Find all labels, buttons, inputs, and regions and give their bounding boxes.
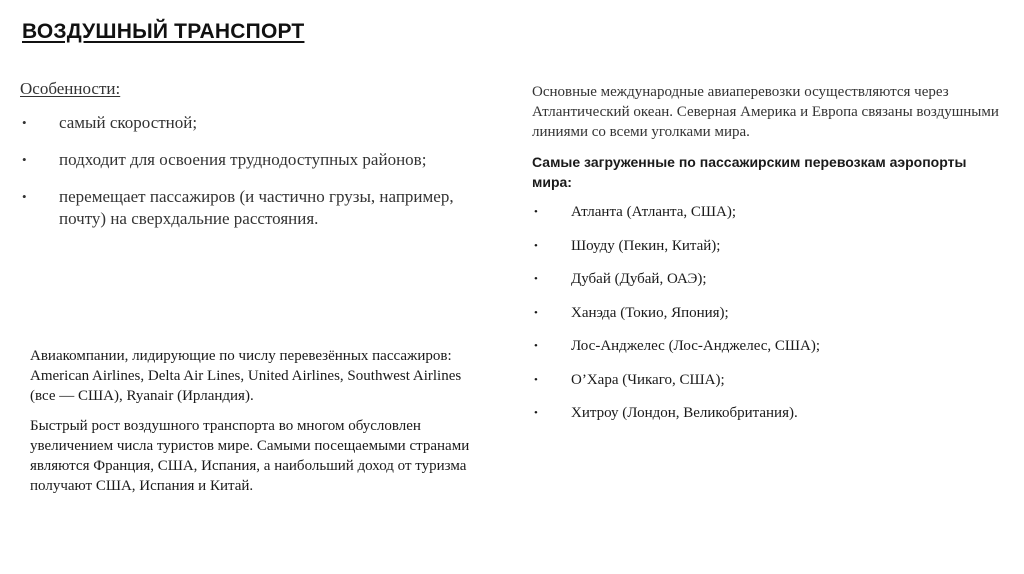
bullet-icon: •: [534, 273, 538, 285]
features-section: [20, 78, 490, 245]
bullet-icon: •: [534, 306, 538, 319]
bullet-icon: •: [534, 407, 538, 419]
bullet-icon: •: [22, 152, 27, 167]
list-item: [20, 186, 490, 230]
airport-text: Шоуду (Пекин, Китай);: [571, 237, 721, 254]
list-item: [20, 149, 490, 171]
page-title: ВОЗДУШНЫЙ ТРАНСПОРТ: [22, 20, 305, 43]
intro-paragraph: Основные международные авиаперевозки осуществляются через Атлантический океан. Северная Америка и Европа связаны воздушными линиями со всеми уголками мира.: [532, 84, 999, 140]
features-list: [20, 112, 490, 230]
airport-text: О’Хара (Чикаго, США);: [571, 371, 725, 388]
airlines-section: [30, 346, 480, 506]
list-item: [532, 269, 1002, 289]
airport-text: Ханэда (Токио, Япония);: [571, 304, 729, 321]
airport-text: Хитроу (Лондон, Великобритания).: [571, 405, 798, 421]
airport-text: Лос-Анджелес (Лос-Анджелес, США);: [571, 338, 821, 354]
bullet-icon: •: [22, 115, 27, 130]
list-item: [20, 112, 490, 134]
airport-text: Дубай (Дубай, ОАЭ);: [571, 271, 707, 287]
tourism-paragraph: Быстрый рост воздушного транспорта во многом обусловлен увеличением числа туристов мире. Самыми посещаемыми странами являются Франция, США, Испания, а наибольший доход от туризма получают США, Испания и Китай.: [30, 418, 470, 494]
feature-text: самый скоростной;: [59, 113, 198, 132]
airport-text: Атланта (Атланта, США);: [571, 204, 737, 220]
list-item: [532, 370, 1002, 390]
list-item: [532, 303, 1002, 323]
feature-text: подходит для освоения труднодоступных районов;: [59, 150, 427, 169]
airports-section: [532, 82, 1002, 437]
feature-text: перемещает пассажиров (и частично грузы, например, почту) на сверхдальние расстояния.: [59, 187, 454, 228]
list-item: [532, 202, 1002, 222]
bullet-icon: •: [534, 373, 538, 386]
bullet-icon: •: [534, 206, 538, 218]
list-item: [532, 403, 1002, 423]
bullet-icon: •: [534, 340, 538, 352]
airports-heading: Самые загруженные по пассажирским перевозкам аэропорты мира:: [532, 154, 967, 190]
features-heading: Особенности:: [20, 79, 121, 98]
list-item: [532, 236, 1002, 256]
list-item: [532, 336, 1002, 356]
airports-list: [532, 202, 1002, 423]
airlines-paragraph: Авиакомпании, лидирующие по числу перевезённых пассажиров: American Airlines, Delta Air Lines, United Airlines, Southwest Airlines (все — США), Ryanair (Ирландия).: [30, 348, 462, 404]
bullet-icon: •: [22, 189, 27, 204]
bullet-icon: •: [534, 239, 538, 252]
